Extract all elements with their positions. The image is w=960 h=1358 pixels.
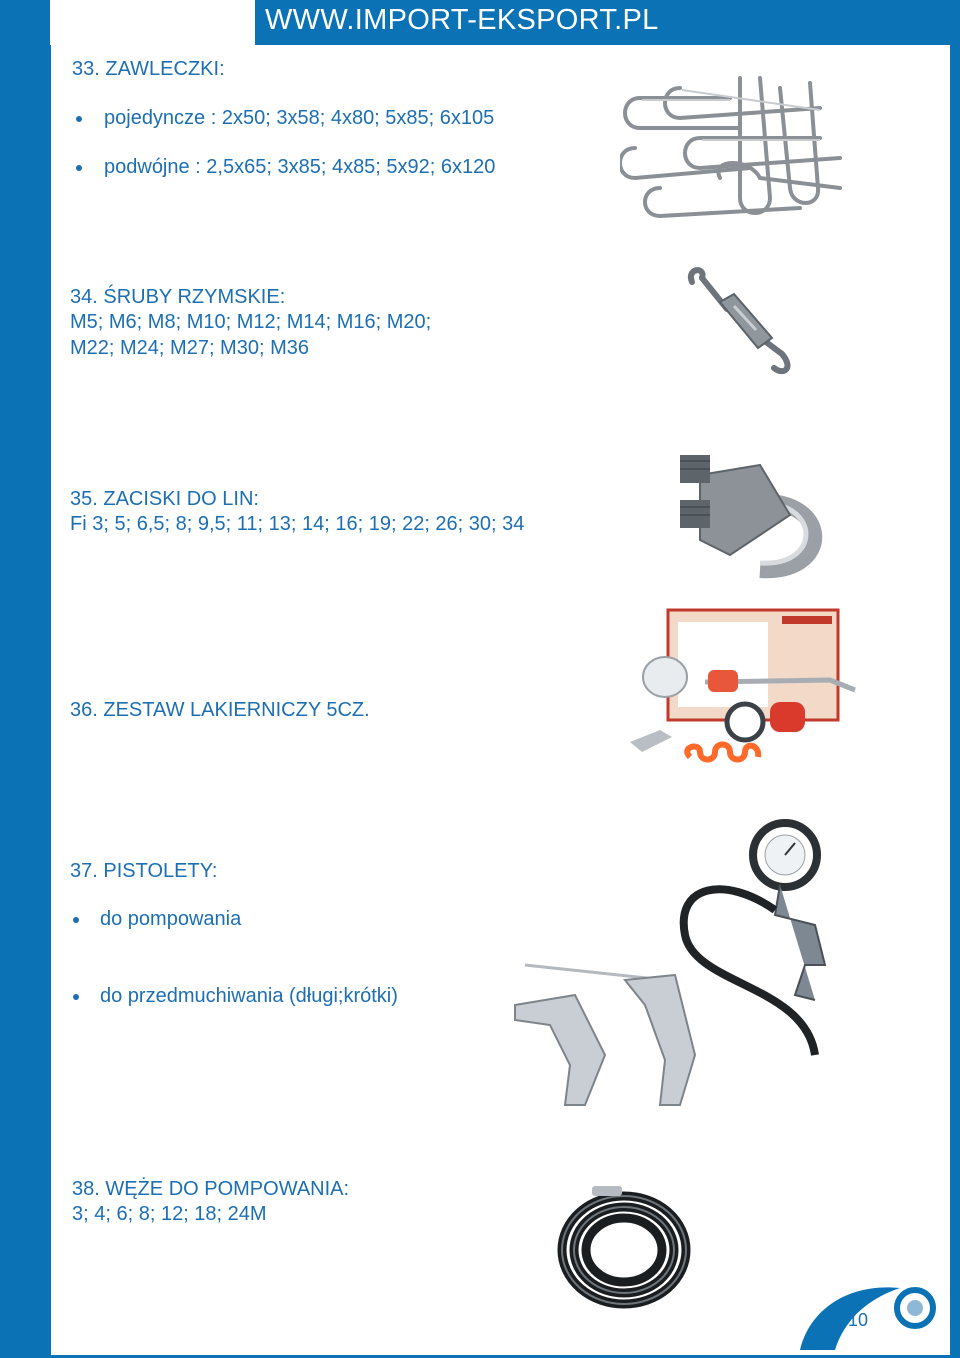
paint-kit-image [620, 602, 870, 792]
turnbuckle-image [672, 264, 812, 379]
section-36-title: 36. ZESTAW LAKIERNICZY 5CZ. [70, 699, 370, 721]
section-33-item-2: podwójne : 2,5x65; 3x85; 4x85; 5x92; 6x120 [104, 156, 496, 178]
section-33-item-1: pojedyncze : 2x50; 3x58; 4x80; 5x85; 6x105 [104, 107, 495, 129]
page-number: 10 [848, 1310, 869, 1330]
wire-rope-clip-image [640, 445, 830, 580]
air-guns-image [495, 815, 865, 1125]
section-37-item-2: do przedmuchiwania (długi;krótki) [100, 985, 398, 1007]
bullet-icon [76, 165, 82, 171]
section-38-title: 38. WĘŻE DO POMPOWANIA: [72, 1178, 350, 1200]
section-34-title: 34. ŚRUBY RZYMSKIE: [70, 286, 286, 308]
section-34-line-2: M22; M24; M27; M30; M36 [70, 337, 309, 359]
section-37-title: 37. PISTOLETY: [70, 860, 218, 882]
bullet-icon [73, 994, 79, 1000]
section-34-line-1: M5; M6; M8; M10; M12; M14; M16; M20; [70, 311, 432, 333]
air-hose-coil-image [552, 1180, 697, 1315]
bullet-icon [73, 917, 79, 923]
header-url[interactable]: WWW.IMPORT-EKSPORT.PL [265, 4, 659, 36]
section-38-line-1: 3; 4; 6; 8; 12; 18; 24M [72, 1203, 267, 1225]
section-37-item-1: do pompowania [100, 908, 242, 930]
right-frame-bar [950, 45, 960, 1358]
cotter-pins-image [620, 68, 860, 220]
bullet-icon [76, 116, 82, 122]
left-brand-bar [0, 0, 50, 1358]
section-33-title: 33. ZAWLECZKI: [72, 58, 225, 80]
section-35-title: 35. ZACISKI DO LIN: [70, 488, 259, 510]
section-35-line-1: Fi 3; 5; 6,5; 8; 9,5; 11; 13; 14; 16; 19; 22; 26; 30; 34 [70, 513, 525, 535]
